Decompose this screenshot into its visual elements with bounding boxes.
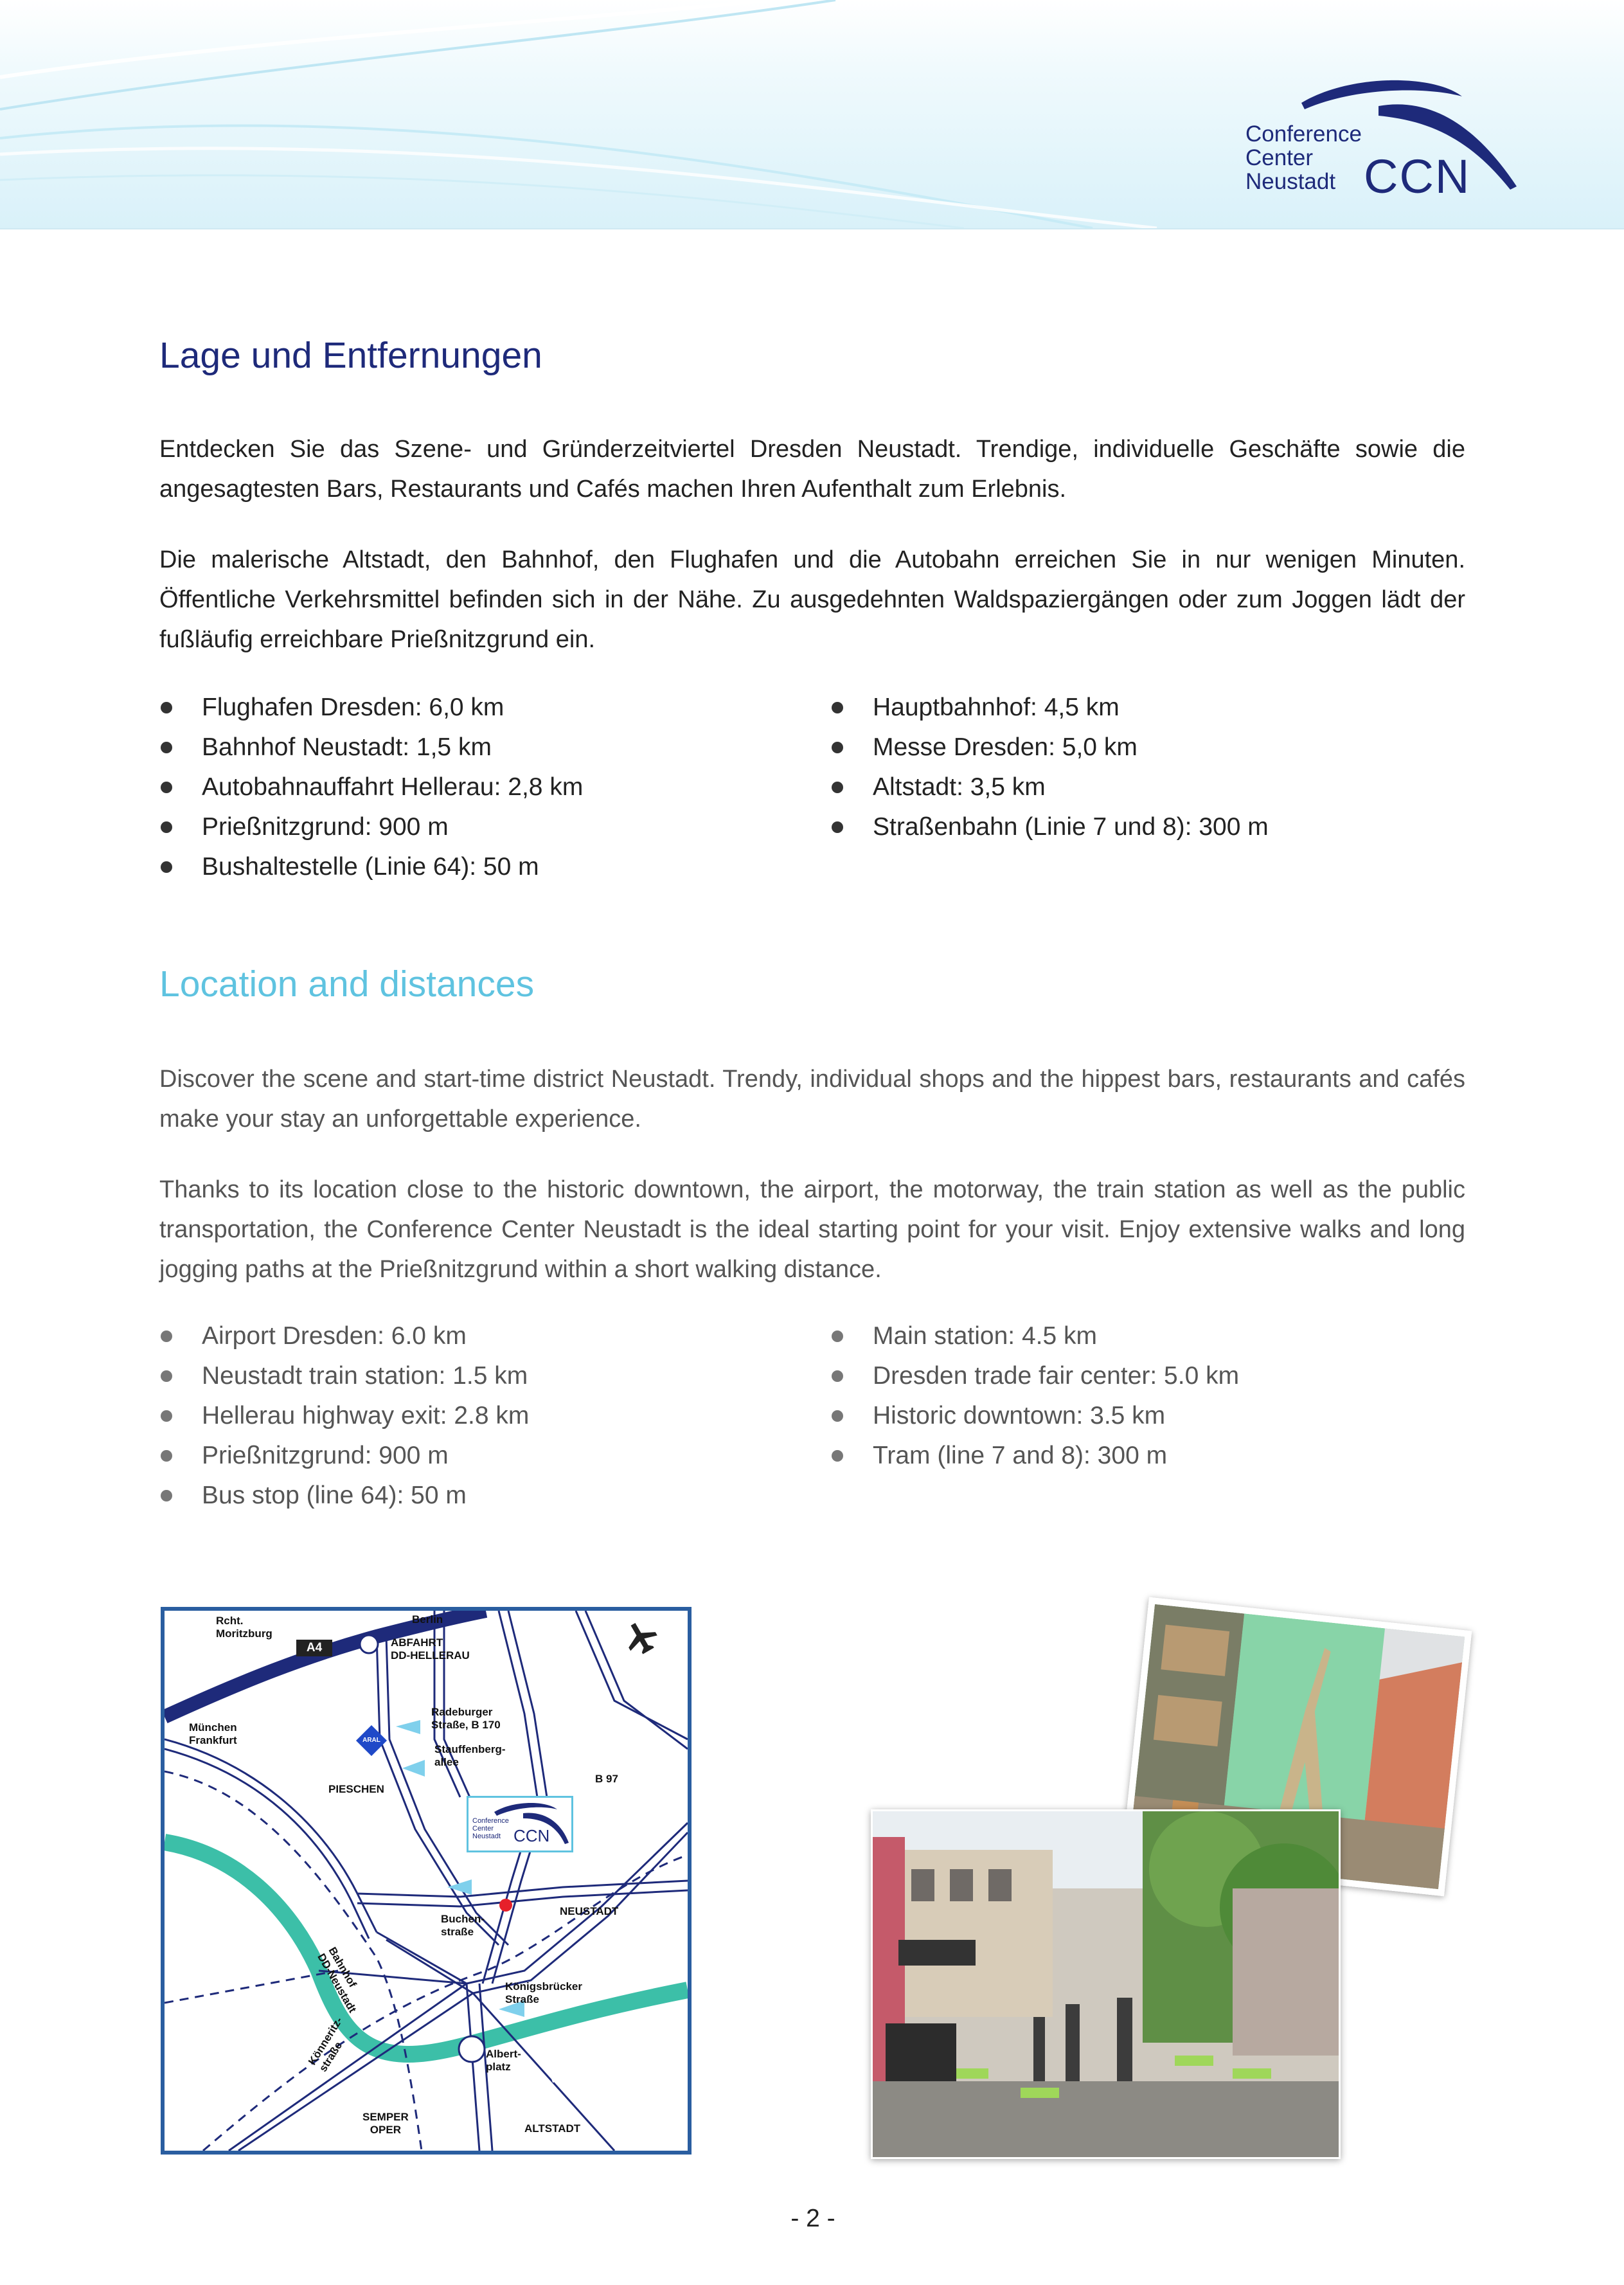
ccn-logo-line1: Conference	[1245, 121, 1362, 147]
map-label-altstadt: ALTSTADT	[524, 2122, 581, 2135]
map-label-koenigsbruecker: Königsbrücker Straße	[505, 1980, 582, 2005]
english-heading: Location and distances	[159, 963, 535, 1005]
map-label-semperoper: SEMPER OPER	[362, 2111, 409, 2136]
german-paragraph-1: Entdecken Sie das Szene- und Gründerzeitviertel Dresden Neustadt. Trendige, individuelle Geschäfte sowie die angesagtesten Bars, Restaurants und Cafés machen Ihren Aufenthalt zum Erlebnis.	[159, 436, 1465, 503]
list-item: Hellerau highway exit: 2.8 km	[159, 1396, 529, 1436]
list-item: Prießnitzgrund: 900 m	[159, 1436, 529, 1476]
map-logo-text: Conference Center Neustadt	[472, 1817, 509, 1840]
map-label-koenneritz: Könneritz- straße	[306, 2014, 345, 2074]
a4-motorway-badge: A4	[296, 1640, 332, 1656]
list-item: Dresden trade fair center: 5.0 km	[830, 1356, 1239, 1396]
list-item: Straßenbahn (Linie 7 und 8): 300 m	[830, 807, 1269, 847]
map-label-muenchen: München Frankfurt	[189, 1721, 237, 1746]
german-paragraph-2: Die malerische Altstadt, den Bahnhof, den Flughafen und die Autobahn erreichen Sie in nur wenigen Minuten. Öffentliche Verkehrsmittel befinden sich in der Nähe. Zu ausgedehnten Waldspaziergängen oder zum Joggen lädt der fußläufig erreichbare Prießnitzgrund ein.	[159, 546, 1465, 653]
aral-station-icon	[356, 1725, 387, 1756]
courtyard-photo-cafe	[871, 1809, 1341, 2159]
list-item: Airport Dresden: 6.0 km	[159, 1316, 529, 1356]
aral-label: ARAL	[362, 1737, 380, 1744]
map-label-bahnhof: Bahnhof DD-Neustadt	[315, 1945, 359, 2015]
list-item: Altstadt: 3,5 km	[830, 767, 1269, 807]
map-logo-abbr: CCN	[513, 1826, 550, 1845]
location-marker-icon	[499, 1899, 512, 1912]
map-label-abfahrt: ABFAHRT DD-HELLERAU	[391, 1636, 470, 1662]
list-item: Bahnhof Neustadt: 1,5 km	[159, 728, 583, 767]
location-map	[161, 1607, 692, 2155]
map-label-pieschen: PIESCHEN	[328, 1783, 384, 1795]
map-label-moritzburg: Rcht. Moritzburg	[216, 1615, 272, 1640]
list-item: Historic downtown: 3.5 km	[830, 1396, 1239, 1436]
map-label-neustadt: NEUSTADT	[560, 1905, 619, 1917]
ccn-logo-line2: Center	[1245, 145, 1314, 170]
list-item: Messe Dresden: 5,0 km	[830, 728, 1269, 767]
list-item: Tram (line 7 and 8): 300 m	[830, 1436, 1239, 1476]
map-label-radeburger: Radeburger Straße, B 170	[431, 1706, 501, 1731]
airplane-icon	[620, 1617, 662, 1659]
ccn-logo-abbr: CCN	[1364, 150, 1471, 203]
map-label-buchen: Buchen- straße	[441, 1913, 485, 1938]
list-item: Bushaltestelle (Linie 64): 50 m	[159, 847, 583, 887]
ccn-logo	[1240, 71, 1523, 206]
list-item: Bus stop (line 64): 50 m	[159, 1476, 529, 1516]
list-item: Autobahnauffahrt Hellerau: 2,8 km	[159, 767, 583, 807]
english-paragraph-1: Discover the scene and start-time district Neustadt. Trendy, individual shops and the hippest bars, restaurants and cafés make your stay an unforgettable experience.	[159, 1066, 1465, 1133]
map-label-berlin: Berlin	[412, 1613, 443, 1626]
map-label-elbe: ELBE	[548, 2063, 581, 2086]
list-item: Hauptbahnhof: 4,5 km	[830, 688, 1269, 728]
ccn-logo-line3: Neustadt	[1245, 169, 1336, 194]
map-label-albertplatz: Albert- platz	[486, 2048, 521, 2073]
map-streets	[165, 1611, 688, 2151]
page-header	[0, 0, 1624, 229]
list-item: Neustadt train station: 1.5 km	[159, 1356, 529, 1396]
list-item: Prießnitzgrund: 900 m	[159, 807, 583, 847]
page-number: - 2 -	[790, 2205, 835, 2232]
map-ccn-logo	[467, 1796, 573, 1852]
map-label-b97: B 97	[595, 1773, 618, 1785]
english-distances-right	[830, 1316, 1239, 1476]
english-paragraph-2: Thanks to its location close to the historic downtown, the airport, the motorway, the train station as well as the public transportation, the Conference Center Neustadt is the ideal starting point for your visit. Enjoy extensive walks and long jogging paths at the Prießnitzgrund within a short walking distance.	[159, 1176, 1465, 1283]
list-item: Main station: 4.5 km	[830, 1316, 1239, 1356]
ccn-logo-text	[1245, 122, 1362, 193]
map-label-stauffenberg: Stauffenberg- allee	[434, 1743, 506, 1768]
english-distances-left	[159, 1316, 529, 1516]
german-heading: Lage und Entfernungen	[159, 335, 542, 376]
german-distances-left	[159, 688, 583, 887]
list-item: Flughafen Dresden: 6,0 km	[159, 688, 583, 728]
german-distances-right	[830, 688, 1269, 847]
